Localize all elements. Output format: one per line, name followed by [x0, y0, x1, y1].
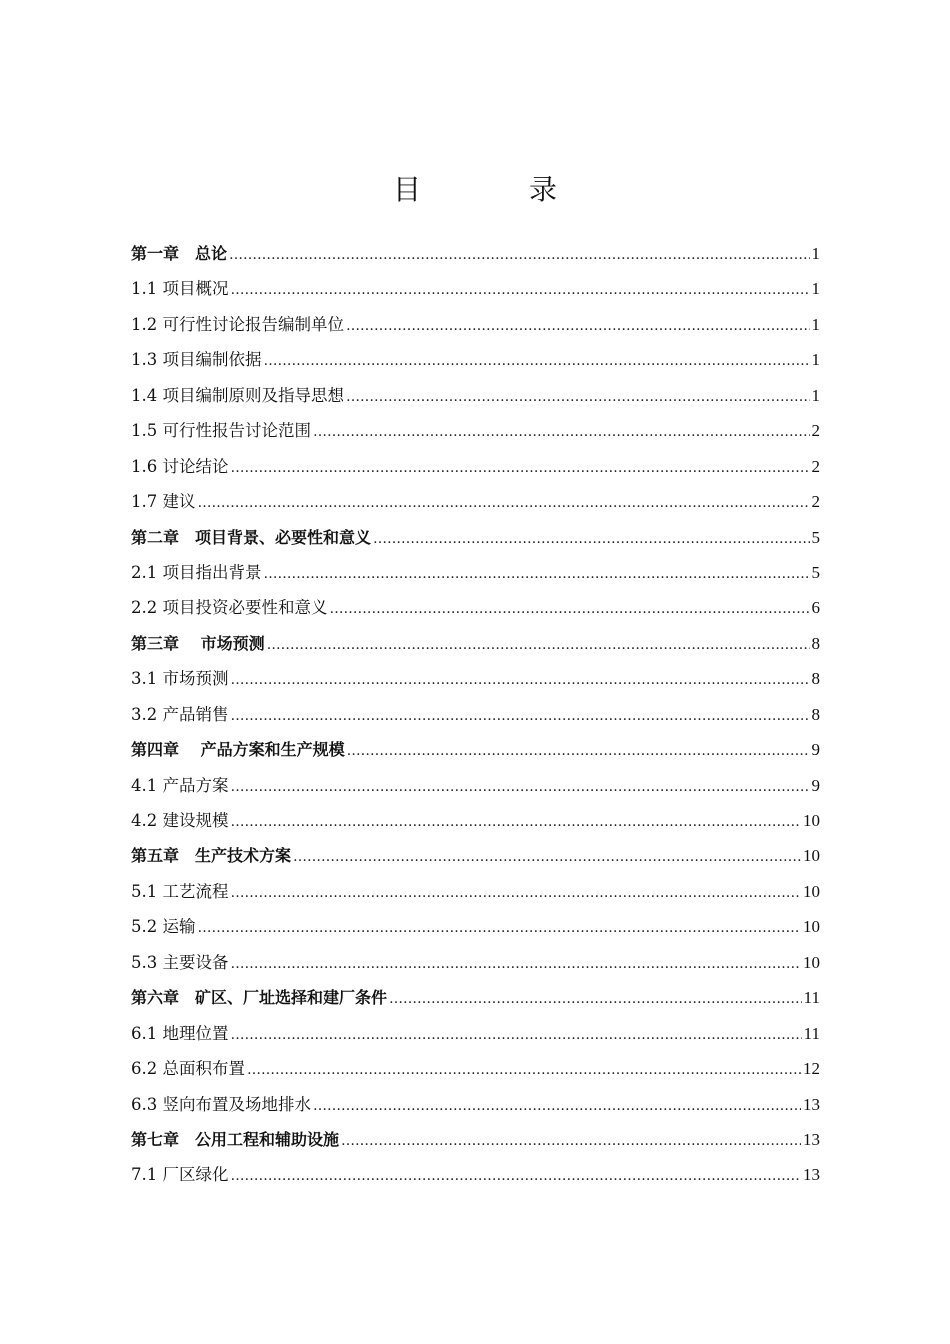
toc-dot-leader	[313, 415, 810, 448]
toc-list	[131, 236, 820, 1193]
toc-entry-title: 7.1 厂区绿化	[131, 1165, 229, 1185]
toc-dot-leader	[231, 770, 810, 803]
toc-entry-title: 第二章 项目背景、必要性和意义	[131, 527, 372, 547]
toc-entry-title: 5.2 运输	[131, 917, 196, 937]
toc-section-entry[interactable]	[131, 590, 820, 625]
toc-section-entry[interactable]	[131, 697, 820, 732]
toc-section-entry[interactable]	[131, 484, 820, 519]
toc-dot-leader	[267, 628, 810, 661]
toc-section-entry[interactable]	[131, 413, 820, 448]
toc-page-number: 9	[811, 740, 820, 760]
toc-section-entry[interactable]	[131, 271, 820, 306]
toc-entry-title: 3.1 市场预测	[131, 669, 229, 689]
toc-entry-title: 1.3 项目编制依据	[131, 350, 262, 370]
toc-dot-leader	[347, 734, 810, 767]
toc-section-entry[interactable]	[131, 1157, 820, 1192]
toc-entry-title: 1.5 可行性报告讨论范围	[131, 421, 311, 441]
toc-entry-title: 6.1 地理位置	[131, 1023, 229, 1043]
toc-entry-title: 1.6 讨论结论	[131, 456, 229, 476]
toc-entry-title: 5.1 工艺流程	[131, 881, 229, 901]
toc-dot-leader	[229, 238, 809, 271]
toc-entry-title: 6.3 竖向布置及场地排水	[131, 1094, 311, 1114]
toc-page-number: 1	[811, 385, 820, 405]
toc-section-entry[interactable]	[131, 1051, 820, 1086]
toc-page-number: 8	[811, 633, 820, 653]
toc-dot-leader	[247, 1053, 801, 1086]
toc-entry-title: 1.4 项目编制原则及指导思想	[131, 385, 344, 405]
toc-entry-title: 1.2 可行性讨论报告编制单位	[131, 314, 344, 334]
toc-section-entry[interactable]	[131, 342, 820, 377]
toc-page-number: 9	[811, 775, 820, 795]
toc-dot-leader	[293, 840, 801, 873]
toc-page-number: 6	[811, 598, 820, 618]
toc-section-entry[interactable]	[131, 909, 820, 944]
toc-entry-title: 第四章 产品方案和生产规模	[131, 740, 345, 760]
toc-page-number: 10	[803, 881, 820, 901]
toc-section-entry[interactable]	[131, 1087, 820, 1122]
toc-dot-leader	[231, 699, 810, 732]
toc-dot-leader	[346, 380, 810, 413]
toc-page-number: 1	[811, 244, 820, 263]
toc-chapter-entry[interactable]	[131, 236, 820, 271]
toc-dot-leader	[373, 522, 809, 555]
toc-section-entry[interactable]	[131, 874, 820, 909]
toc-page-number: 11	[803, 988, 820, 1008]
toc-entry-title: 第六章 矿区、厂址选择和建厂条件	[131, 988, 388, 1008]
toc-entry-title: 4.1 产品方案	[131, 775, 229, 795]
toc-dot-leader	[341, 1124, 801, 1157]
toc-page-number: 10	[803, 952, 820, 972]
toc-page-number: 2	[811, 456, 820, 476]
toc-entry-title: 5.3 主要设备	[131, 952, 229, 972]
toc-dot-leader	[231, 663, 810, 696]
toc-section-entry[interactable]	[131, 1016, 820, 1051]
toc-entry-title: 1.7 建议	[131, 492, 196, 512]
toc-dot-leader	[231, 876, 802, 909]
toc-entry-title: 4.2 建设规模	[131, 811, 229, 830]
toc-dot-leader	[231, 1018, 802, 1051]
toc-dot-leader	[389, 982, 802, 1015]
toc-page-number: 13	[803, 1129, 820, 1149]
toc-page-number: 1	[811, 314, 820, 334]
toc-chapter-entry[interactable]	[131, 838, 820, 873]
toc-dot-leader	[330, 592, 810, 625]
toc-page-number: 10	[803, 846, 820, 866]
toc-section-entry[interactable]	[131, 555, 820, 590]
toc-dot-leader	[346, 309, 810, 342]
toc-chapter-entry[interactable]	[131, 732, 820, 767]
toc-page-number: 1	[811, 279, 820, 299]
toc-page-number: 5	[811, 527, 820, 547]
toc-dot-leader	[231, 947, 802, 980]
toc-chapter-entry[interactable]	[131, 980, 820, 1015]
toc-page-number: 2	[811, 492, 820, 512]
toc-dot-leader	[231, 451, 810, 484]
toc-section-entry[interactable]	[131, 449, 820, 484]
toc-entry-title: 2.2 项目投资必要性和意义	[131, 598, 328, 618]
toc-dot-leader	[198, 486, 810, 519]
toc-page-number: 8	[811, 704, 820, 724]
toc-dot-leader	[313, 1089, 801, 1122]
toc-page-number: 12	[803, 1059, 820, 1079]
toc-dot-leader	[264, 557, 810, 590]
toc-chapter-entry[interactable]	[131, 626, 820, 661]
toc-entry-title: 第三章 市场预测	[131, 633, 265, 653]
toc-section-entry[interactable]	[131, 378, 820, 413]
toc-page-number: 13	[803, 1165, 820, 1185]
toc-title: 目 录	[392, 173, 597, 206]
toc-page-number: 8	[811, 669, 820, 689]
toc-dot-leader	[231, 805, 802, 838]
toc-dot-leader	[231, 273, 810, 306]
toc-entry-title: 2.1 项目指出背景	[131, 562, 262, 582]
toc-section-entry[interactable]	[131, 945, 820, 980]
toc-page-number: 11	[803, 1023, 820, 1043]
toc-section-entry[interactable]	[131, 307, 820, 342]
toc-dot-leader	[264, 344, 810, 377]
toc-entry-title: 3.2 产品销售	[131, 704, 229, 724]
toc-page-number: 5	[811, 562, 820, 582]
toc-section-entry[interactable]	[131, 803, 820, 838]
toc-entry-title: 第一章 总论	[131, 244, 228, 263]
toc-page-number: 13	[803, 1094, 820, 1114]
toc-chapter-entry[interactable]	[131, 1122, 820, 1157]
toc-section-entry[interactable]	[131, 661, 820, 696]
toc-dot-leader	[198, 911, 802, 944]
toc-dot-leader	[231, 1159, 802, 1192]
toc-section-entry[interactable]	[131, 768, 820, 803]
toc-entry-title: 6.2 总面积布置	[131, 1059, 245, 1079]
toc-page-number: 10	[803, 917, 820, 937]
toc-entry-title: 第七章 公用工程和辅助设施	[131, 1129, 340, 1149]
toc-chapter-entry[interactable]	[131, 520, 820, 555]
toc-entry-title: 第五章 生产技术方案	[131, 846, 292, 866]
toc-page-number: 2	[811, 421, 820, 441]
toc-page-number: 1	[811, 350, 820, 370]
toc-entry-title: 1.1 项目概况	[131, 279, 229, 299]
toc-page-number: 10	[803, 811, 820, 830]
